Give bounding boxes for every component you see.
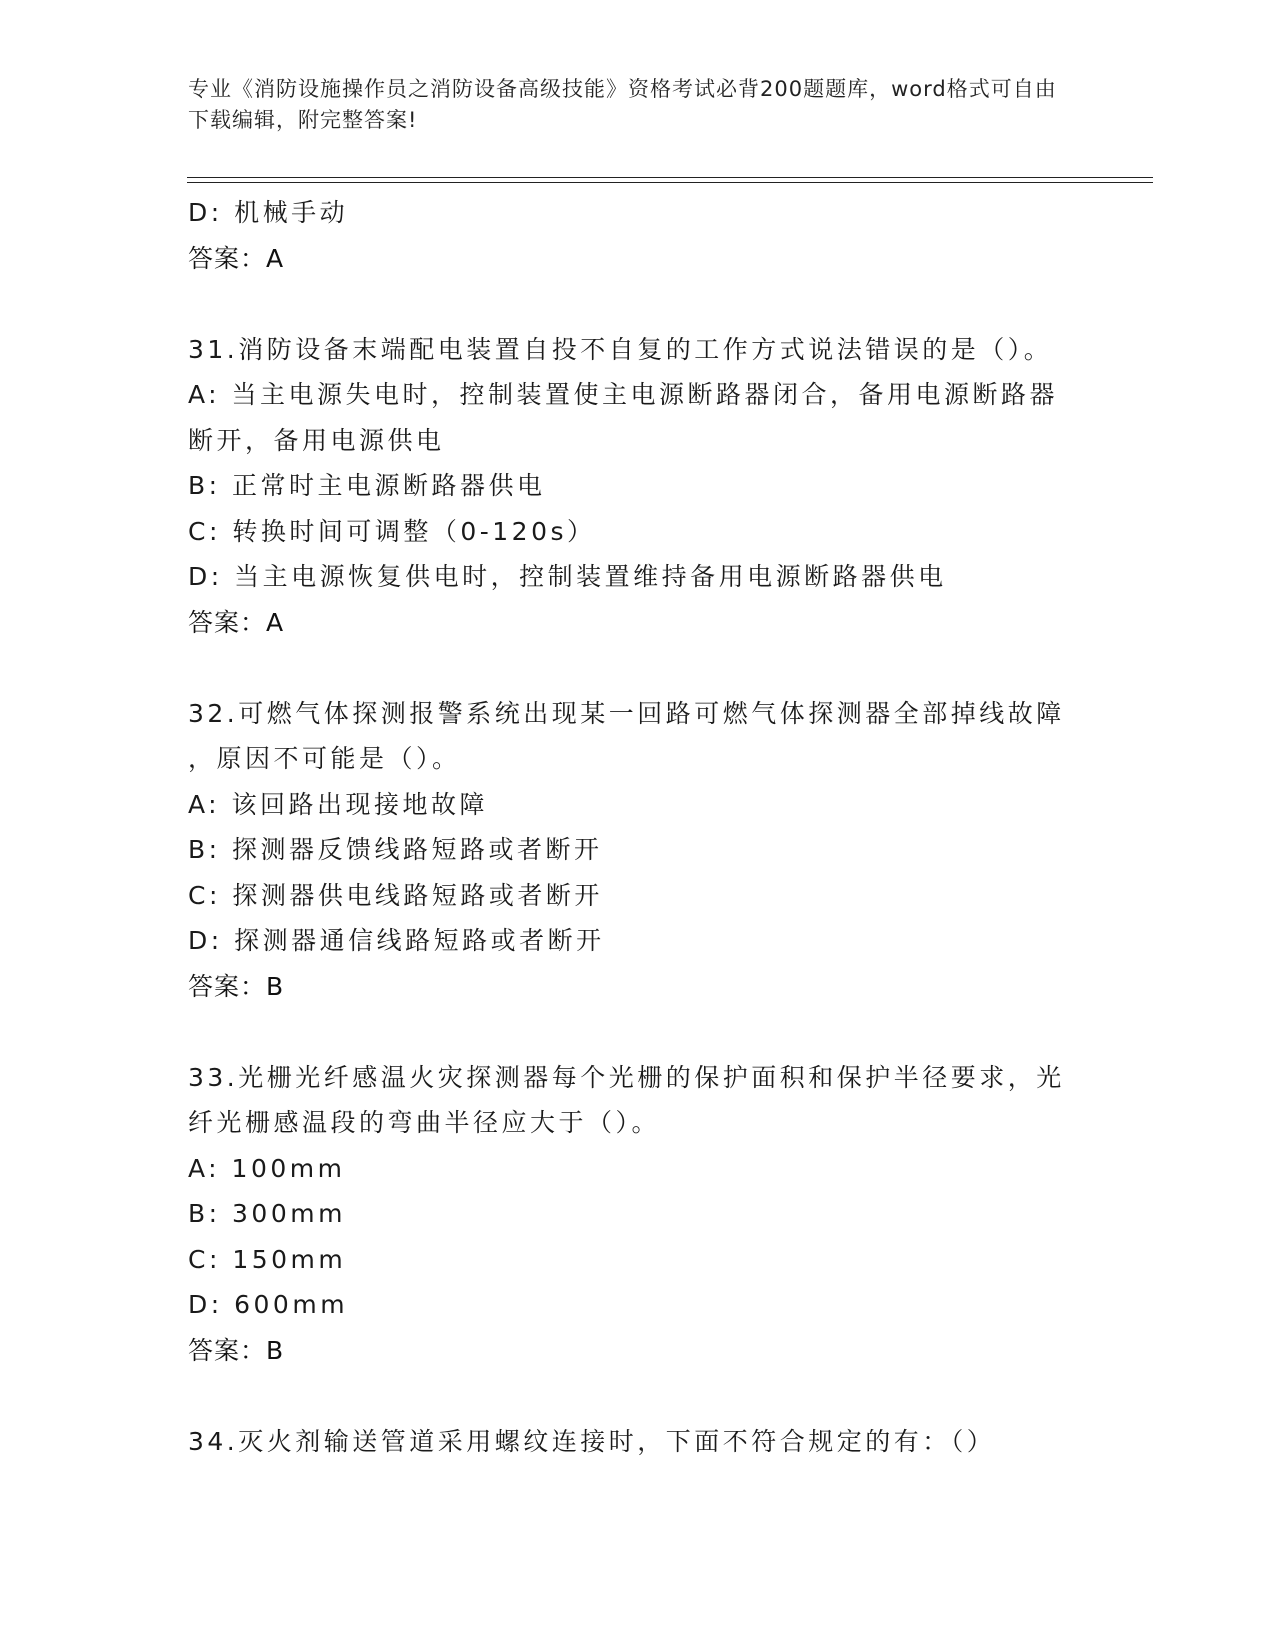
document-body [188, 190, 1088, 1464]
question-stem-continued: ，原因不可能是（）。 [188, 744, 461, 773]
question-34 [188, 1419, 1088, 1465]
option-d: D: 600mm [188, 1290, 349, 1319]
question-stem: 33.光栅光纤感温火灾探测器每个光栅的保护面积和保护半径要求，光 [188, 1062, 1065, 1092]
option-d: D: 探测器通信线路短路或者断开 [188, 926, 605, 955]
option-b: B: 300mm [188, 1199, 346, 1228]
option-a: A: 该回路出现接地故障 [188, 789, 489, 819]
answer-line: 答案：A [188, 243, 285, 273]
option-a-continued: 断开，备用电源供电 [188, 425, 445, 455]
question-31 [188, 327, 1088, 646]
option-a: A: 当主电源失电时，控制装置使主电源断路器闭合，备用电源断路器 [188, 380, 1059, 409]
question-fragment-30 [188, 190, 1088, 281]
option-b: B: 正常时主电源断路器供电 [188, 471, 546, 500]
option-c: C: 150mm [188, 1244, 347, 1274]
question-32 [188, 691, 1088, 1010]
spacer [188, 645, 1088, 691]
question-stem-continued: 纤光栅感温段的弯曲半径应大于（）。 [188, 1108, 661, 1137]
question-stem: 34.灭火剂输送管道采用螺纹连接时，下面不符合规定的有：（） [188, 1426, 996, 1456]
question-stem: 31.消防设备末端配电装置自投不自复的工作方式说法错误的是（）。 [188, 334, 1053, 364]
header-divider-bottom [187, 182, 1153, 183]
spacer [188, 1373, 1088, 1419]
option-d: D: 机械手动 [188, 198, 349, 227]
answer-line: 答案：A [188, 607, 285, 637]
answer-line: 答案：B [188, 971, 285, 1001]
header-title: 专业《消防设施操作员之消防设备高级技能》资格考试必背200题题库，word格式可自由下载编辑，附完整答案! [188, 77, 1057, 132]
answer-line: 答案：B [188, 1335, 285, 1365]
spacer [188, 281, 1088, 327]
option-c: C: 探测器供电线路短路或者断开 [188, 880, 603, 910]
spacer [188, 1009, 1088, 1055]
header-divider-top [187, 177, 1153, 178]
option-b: B: 探测器反馈线路短路或者断开 [188, 835, 603, 864]
option-a: A: 100mm [188, 1153, 346, 1183]
option-c: C: 转换时间可调整（0-120s） [188, 516, 596, 546]
document-header [188, 74, 1068, 136]
question-33 [188, 1055, 1088, 1374]
option-d: D: 当主电源恢复供电时，控制装置维持备用电源断路器供电 [188, 562, 947, 591]
question-stem: 32.可燃气体探测报警系统出现某一回路可燃气体探测器全部掉线故障 [188, 698, 1065, 728]
